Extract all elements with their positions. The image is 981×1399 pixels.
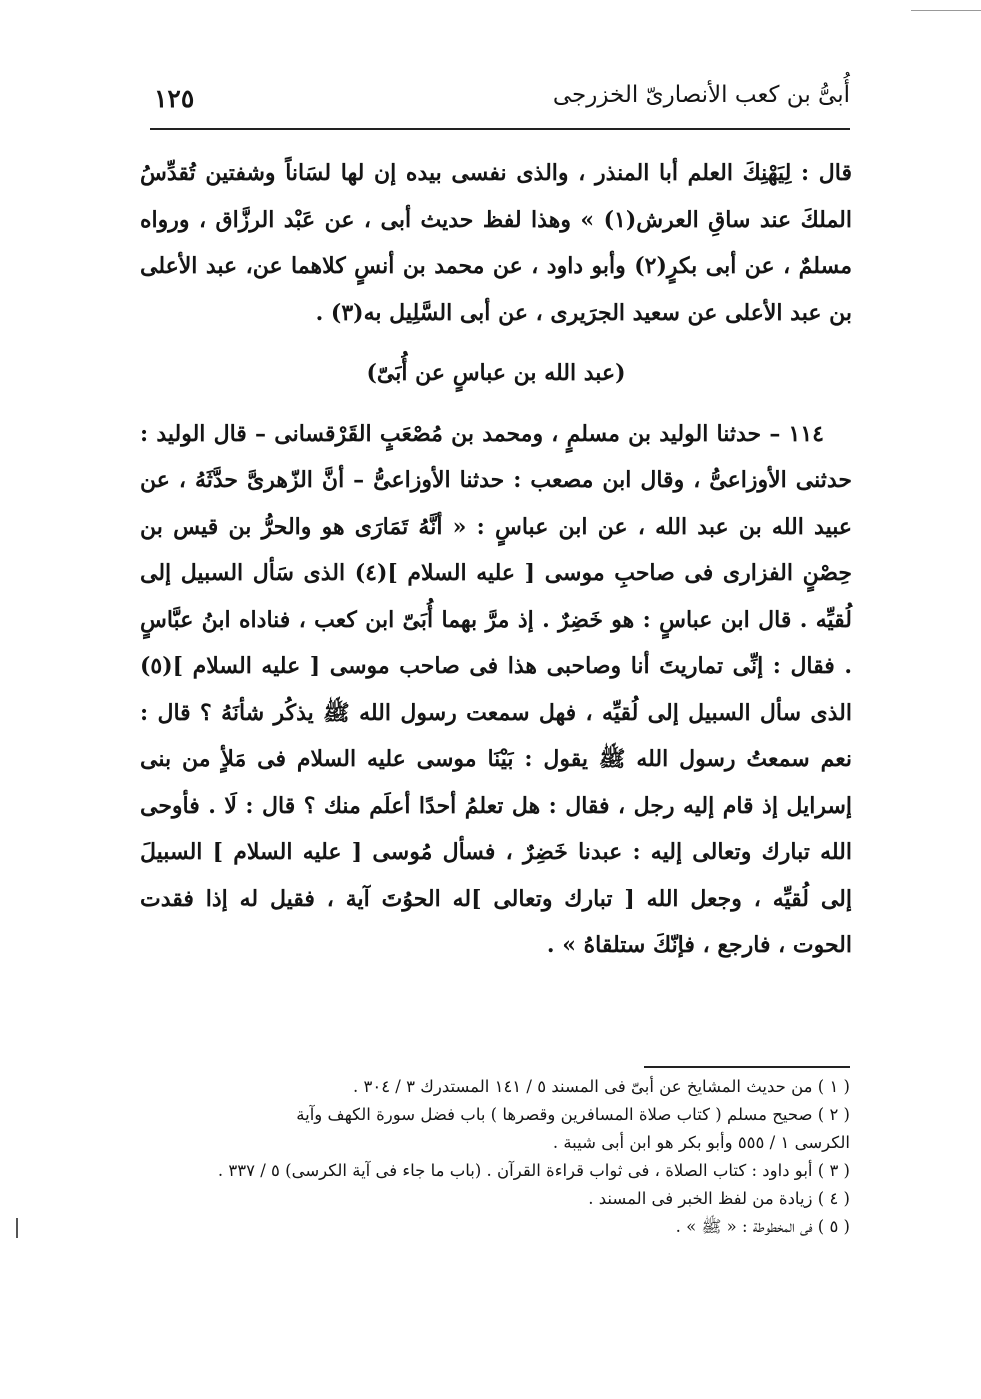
page-number: ١٢٥ [154,84,195,113]
margin-mark [16,1218,18,1238]
paragraph-2-hadith-114: ١١٤ – حدثنا الوليد بن مسلمٍ ، ومحمد بن مُصْعَبٍ القَرْقسانى – قال الوليد : حدثنى الأوزاعىُّ ، وقال ابن مصعب : حدثنا الأوزاعىُّ – أنَّ الزّهرىَّ حدَّثَهُ ، عن عبيد الله بن عبد الله ، عن ابن عباسٍ : « أنَّهُ تَمَارَى هو والحرُّ بن قيس بن حِصْنٍ الفزارى فى صاحبِ موسى [ عليه السلام ](٤) الذى سَأل السبيل إلى لُقيِّه . قال ابن عباسٍ : هو خَضِرٌ . إذ مرَّ بهما أُبَىّ ابن كعب ، فناداه ابنُ عبَّاسٍ . فقال : إنِّى تماريتَ أنا وصاحبى هذا فى صاحب موسى [ عليه السلام ](٥) الذى سأل السبيل إلى لُقيِّه ، فهل سمعت رسول الله ﷺ يذكُر شأنَهُ ؟ قال : نعم سمعتُ رسول الله ﷺ يقول : بَيْنَا موسى عليه السلام فى مَلأٍ من بنى إسرايل إذ قام إليه رجل ، فقال : هل تعلمُ أحدًا أعلَم منك ؟ قال : لَا . فأوحى الله تبارك وتعالى إليه : عبدنا خَضِرٌ ، فسأل مُوسى [ عليه السلام ] السبيلَ إلى لُقيِّه ، وجعل الله [ تبارك وتعالى ]له الحوُتَ آية ، فقيل له إذا فقدت الحوت ، فارجع ، فإنّكَ ستلقاهُ » . [140,420,852,958]
main-text [140,150,852,969]
section-heading: (عبد الله بن عباسٍ عن أُبَىّ) [366,360,626,386]
footnote-5: ( ٥ ) فى المخطوطة : « ﷺ » . [675,1217,850,1236]
scan-edge-mark [911,10,981,11]
footnote-divider [644,1066,850,1068]
footnotes [125,1073,850,1241]
footnote-1: ( ١ ) من حديث المشايخ عن أبىّ فى المسند ٥ / ١٤١ المستدرك ٣ / ٣٠٤ . [352,1077,850,1096]
footnote-2: ( ٢ ) صحيح مسلم ( كتاب صلاة المسافرين وقصرها ) باب فضل سورة الكهف وآية [296,1105,850,1124]
header-divider [150,128,850,130]
footnote-3: ( ٣ ) أبو داود : كتاب الصلاة ، فى ثواب قراءة القرآن . (باب ما جاء فى آية الكرسى) ٥ / ٣٣٧ . [217,1161,850,1180]
footnote-4: ( ٤ ) زيادة من لفظ الخبر فى المسند . [588,1189,850,1208]
footnote-2-continuation: الكرسى ١ / ٥٥٥ وأبو بكر هو ابن أبى شيبة . [552,1133,850,1152]
running-header [150,80,850,120]
paragraph-1: قال : لِيَهْنِكَ العلم أبا المنذر ، والذى نفسى بيده إن لها لسَاناً وشفتين تُقدِّسُ الملكَ عند ساقِ العرش(١) » وهذا لفظ حديث أبى ، عن عَبْد الرزَّاق ، ورواه مسلمٌ ، عن أبى بكرٍ(٢) وأبو داود ، عن محمد بن أنسٍ كلاهما عن، عبد الأعلى بن عبد الأعلى عن سعيد الجرَيرى ، عن أبى السَّلِيل به(٣) . [140,160,852,326]
running-title: أُبىُّ بن كعب الأنصارىّ الخزرجى [552,82,850,108]
